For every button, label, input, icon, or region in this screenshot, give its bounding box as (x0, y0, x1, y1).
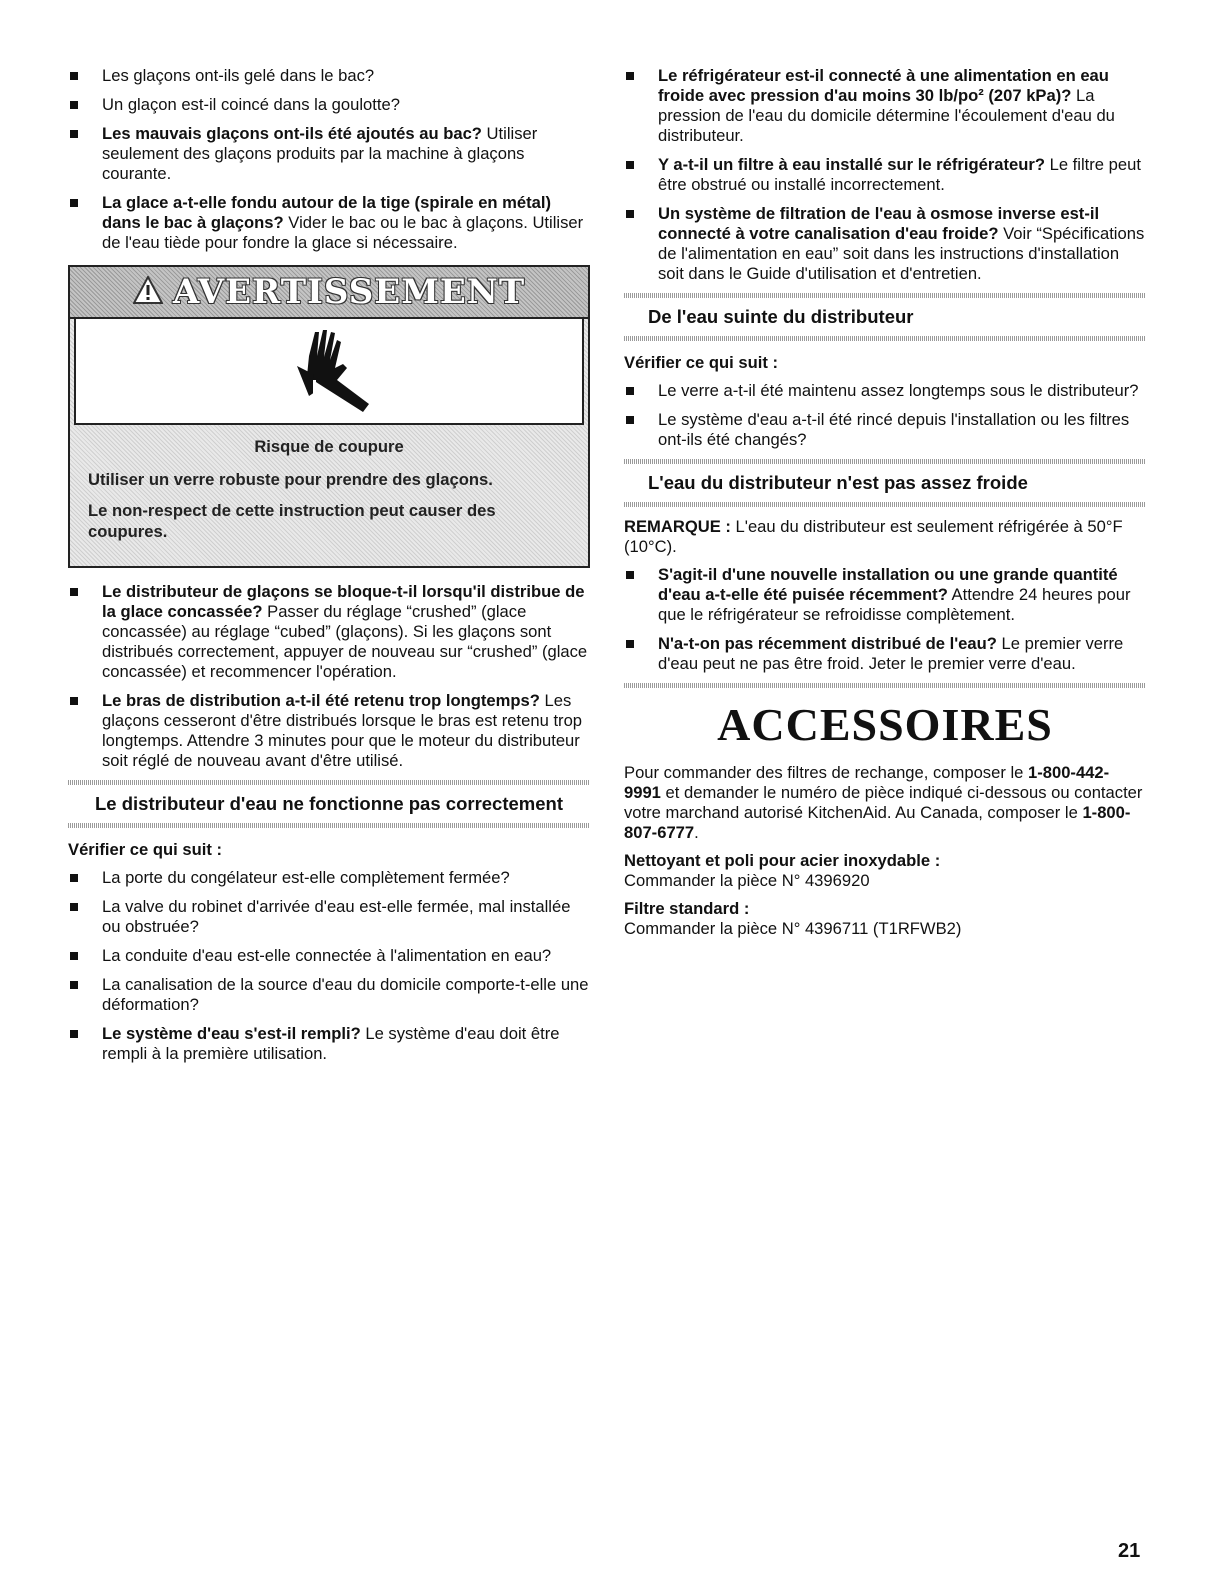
left-column (68, 66, 590, 1073)
list-item: Un système de filtration de l'eau à osmose inverse est-il connecté à votre canalisation d'eau froide? Voir “Spécifications de l'alimentation en eau” soit dans les instructions d'installation soit dans le Guide d'utilisation et d'entretien. (624, 204, 1146, 284)
list-item: Le système d'eau a-t-il été rincé depuis l'installation ou les filtres ont-ils été changés? (624, 410, 1146, 450)
list-item: Le distributeur de glaçons se bloque-t-il lorsqu'il distribue de la glace concassée? Passer du réglage “crushed” (glace concassée) au réglage “cubed” (glaçons). Si les glaçons sont distribués correctement, appuyer de nouveau sur “crushed” (glace concassée) et recommencer l'opération. (68, 582, 590, 682)
accessories-title: ACCESSOIRES (717, 699, 1053, 750)
page-number: 21 (1118, 1540, 1141, 1562)
list-item: La canalisation de la source d'eau du domicile comporte-t-elle une déformation? (68, 975, 590, 1015)
warning-risk: Risque de coupure (254, 437, 404, 456)
item1-label: Nettoyant et poli pour acier inoxydable : (624, 851, 941, 870)
right-section2-list (624, 565, 1146, 674)
list-item: Les mauvais glaçons ont-ils été ajoutés au bac? Utiliser seulement des glaçons produits par la machine à glaçons courante. (68, 124, 590, 184)
section-title-leaking: De l'eau suinte du distributeur (648, 306, 914, 327)
right-section1-list (624, 381, 1146, 450)
divider (624, 293, 1146, 298)
list-item: Les glaçons ont-ils gelé dans le bac? (68, 66, 590, 86)
list-item: Un glaçon est-il coincé dans la goulotte? (68, 95, 590, 115)
divider (624, 336, 1146, 341)
divider (68, 780, 590, 785)
list-item: La porte du congélateur est-elle complètement fermée? (68, 868, 590, 888)
warning-line-2: Le non-respect de cette instruction peut causer des coupures. (88, 501, 496, 541)
divider (624, 502, 1146, 507)
divider (624, 683, 1146, 688)
section-title-water-dispenser: Le distributeur d'eau ne fonctionne pas correctement (94, 793, 563, 814)
warning-line-1: Utiliser un verre robuste pour prendre des glaçons. (88, 470, 493, 489)
list-item: Y a-t-il un filtre à eau installé sur le réfrigérateur? Le filtre peut être obstrué ou installé incorrectement. (624, 155, 1146, 195)
divider (68, 823, 590, 828)
list-item: La valve du robinet d'arrivée d'eau est-elle fermée, mal installée ou obstruée? (68, 897, 590, 937)
warning-header (70, 267, 588, 319)
verify-label: Vérifier ce qui suit : (68, 840, 222, 859)
right-column (624, 66, 1146, 947)
verify-label: Vérifier ce qui suit : (624, 353, 778, 372)
item2-text: Commander la pièce N° 4396711 (T1RFWB2) (624, 919, 962, 938)
list-item: La conduite d'eau est-elle connectée à l'alimentation en eau? (68, 946, 590, 966)
divider (624, 459, 1146, 464)
left-bottom-list (68, 868, 590, 1064)
left-mid-list (68, 582, 590, 771)
warning-body (70, 425, 588, 566)
note: REMARQUE : L'eau du distributeur est seulement réfrigérée à 50°F (10°C). (624, 517, 1123, 556)
accessories-paragraph: Pour commander des filtres de rechange, composer le 1-800-442-9991 et demander le numéro de pièce indiqué ci-dessous ou contacter votre marchand autorisé KitchenAid. Au Canada, composer le 1-800-807-6777. (624, 763, 1143, 842)
list-item: Le réfrigérateur est-il connecté à une alimentation en eau froide avec pression d'au moins 30 lb/po² (207 kPa)? La pression de l'eau du domicile détermine l'écoulement d'eau du distributeur. (624, 66, 1146, 146)
list-item: La glace a-t-elle fondu autour de la tige (spirale en métal) dans le bac à glaçons? Vider le bac ou le bac à glaçons. Utiliser de l'eau tiède pour fondre la glace si nécessaire. (68, 193, 590, 253)
list-item: N'a-t-on pas récemment distribué de l'eau? Le premier verre d'eau peut ne pas être froid. Jeter le premier verre d'eau. (624, 634, 1146, 674)
list-item: Le système d'eau s'est-il rempli? Le système d'eau doit être rempli à la première utilisation. (68, 1024, 590, 1064)
left-top-list (68, 66, 590, 253)
list-item: Le verre a-t-il été maintenu assez longtemps sous le distributeur? (624, 381, 1146, 401)
cut-hazard-icon (74, 319, 584, 425)
right-top-list (624, 66, 1146, 284)
warning-box (68, 265, 590, 568)
list-item: S'agit-il d'une nouvelle installation ou une grande quantité d'eau a-t-elle été puisée récemment? Attendre 24 heures pour que le réfrigérateur se refroidisse complètement. (624, 565, 1146, 625)
item2-label: Filtre standard : (624, 899, 750, 918)
item1-text: Commander la pièce N° 4396920 (624, 871, 870, 890)
section-title-not-cold: L'eau du distributeur n'est pas assez froide (648, 472, 1028, 493)
list-item: Le bras de distribution a-t-il été retenu trop longtemps? Les glaçons cesseront d'être distribués lorsque le bras est retenu trop longtemps. Attendre 3 minutes pour que le moteur du distributeur soit réglé de nouveau avant d'être utilisé. (68, 691, 590, 771)
warning-triangle-icon (133, 276, 163, 309)
warning-title: AVERTISSEMENT (172, 272, 526, 312)
